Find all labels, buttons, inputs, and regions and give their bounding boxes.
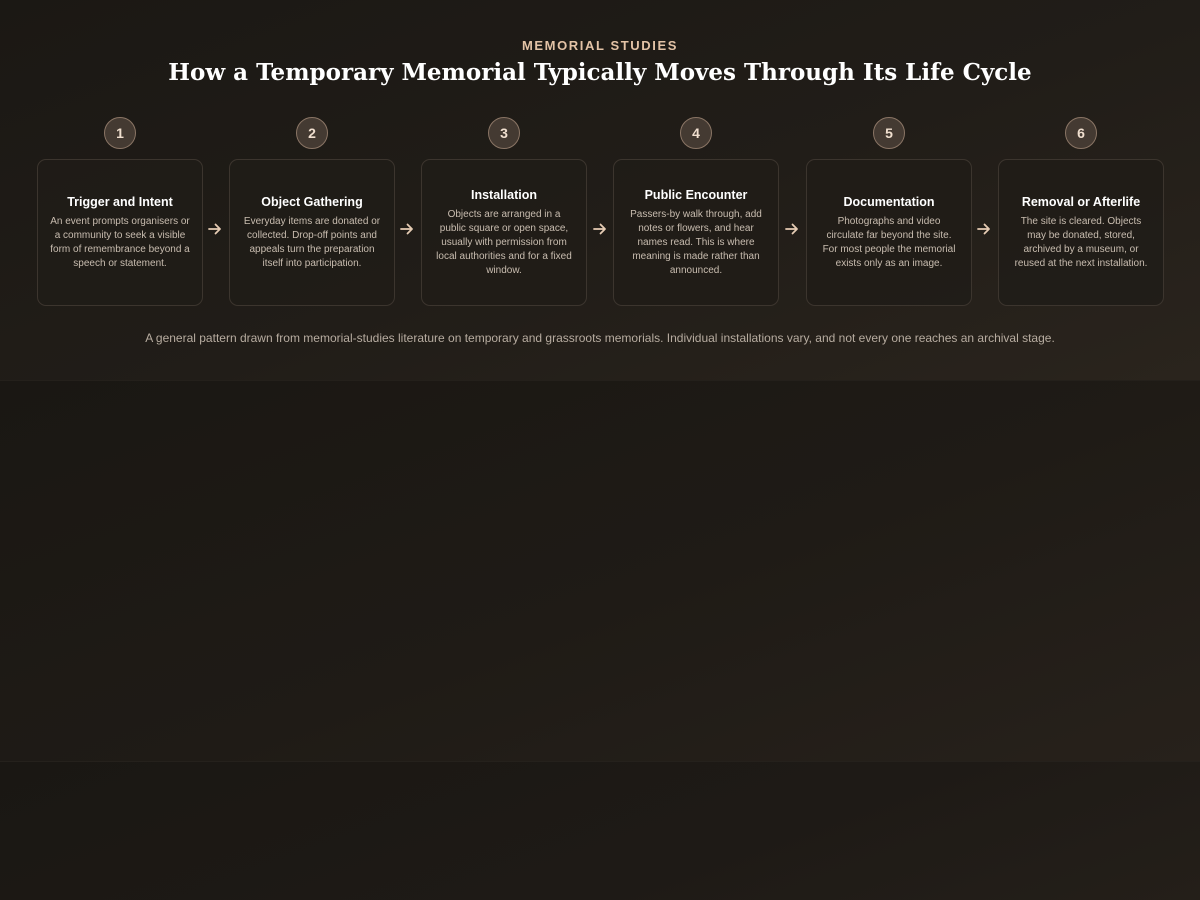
step-documentation — [806, 117, 972, 306]
step-number-badge: 3 — [488, 117, 520, 149]
middle-panel — [0, 381, 1200, 762]
step-card — [998, 159, 1164, 306]
arrow-right-icon — [974, 219, 994, 239]
step-description: An event prompts organisers or a community to seek a visible form of remembrance beyond a speech or statement. — [50, 215, 190, 269]
step-title: Installation — [471, 187, 537, 202]
step-title: Removal or Afterlife — [1021, 194, 1141, 209]
page-title: How a Temporary Memorial Typically Moves Through Its Life Cycle — [168, 59, 1032, 86]
step-number-badge: 6 — [1065, 117, 1097, 149]
step-public-encounter — [613, 117, 779, 306]
arrow-right-icon — [205, 219, 225, 239]
step-removal-or-afterlife — [998, 117, 1164, 306]
step-card — [613, 159, 779, 306]
step-title: Documentation — [843, 194, 935, 209]
arrow-right-icon — [397, 219, 417, 239]
step-card — [421, 159, 587, 306]
step-number-badge: 2 — [296, 117, 328, 149]
bottom-panel — [0, 762, 1200, 900]
step-installation — [421, 117, 587, 306]
step-number-badge: 5 — [873, 117, 905, 149]
step-title: Object Gathering — [261, 194, 363, 209]
step-title: Trigger and Intent — [67, 194, 173, 209]
step-trigger-and-intent — [37, 117, 203, 306]
arrow-right-icon — [590, 219, 610, 239]
step-card — [229, 159, 395, 306]
footnote: A general pattern drawn from memorial-studies literature on temporary and grassroots memorials. Individual installations vary, and not every one reaches an archival stage. — [145, 331, 1055, 345]
step-card — [806, 159, 972, 306]
step-description: The site is cleared. Objects may be donated, stored, archived by a museum, or reused at the next installation. — [1014, 215, 1148, 269]
step-description: Objects are arranged in a public square or open space, usually with permission from local authorities and for a fixed window. — [436, 208, 572, 276]
step-description: Passers-by walk through, add notes or flowers, and hear names read. This is where meaning is made rather than announced. — [630, 208, 762, 276]
step-number-badge: 4 — [680, 117, 712, 149]
section-eyebrow: MEMORIAL STUDIES — [521, 38, 679, 53]
step-object-gathering — [229, 117, 395, 306]
arrow-right-icon — [782, 219, 802, 239]
step-title: Public Encounter — [644, 187, 748, 202]
step-card — [37, 159, 203, 306]
step-description: Photographs and video circulate far beyond the site. For most people the memorial exists only as an image. — [822, 215, 956, 269]
step-number-badge: 1 — [104, 117, 136, 149]
step-description: Everyday items are donated or collected. Drop-off points and appeals turn the preparation itself into participation. — [243, 215, 381, 269]
